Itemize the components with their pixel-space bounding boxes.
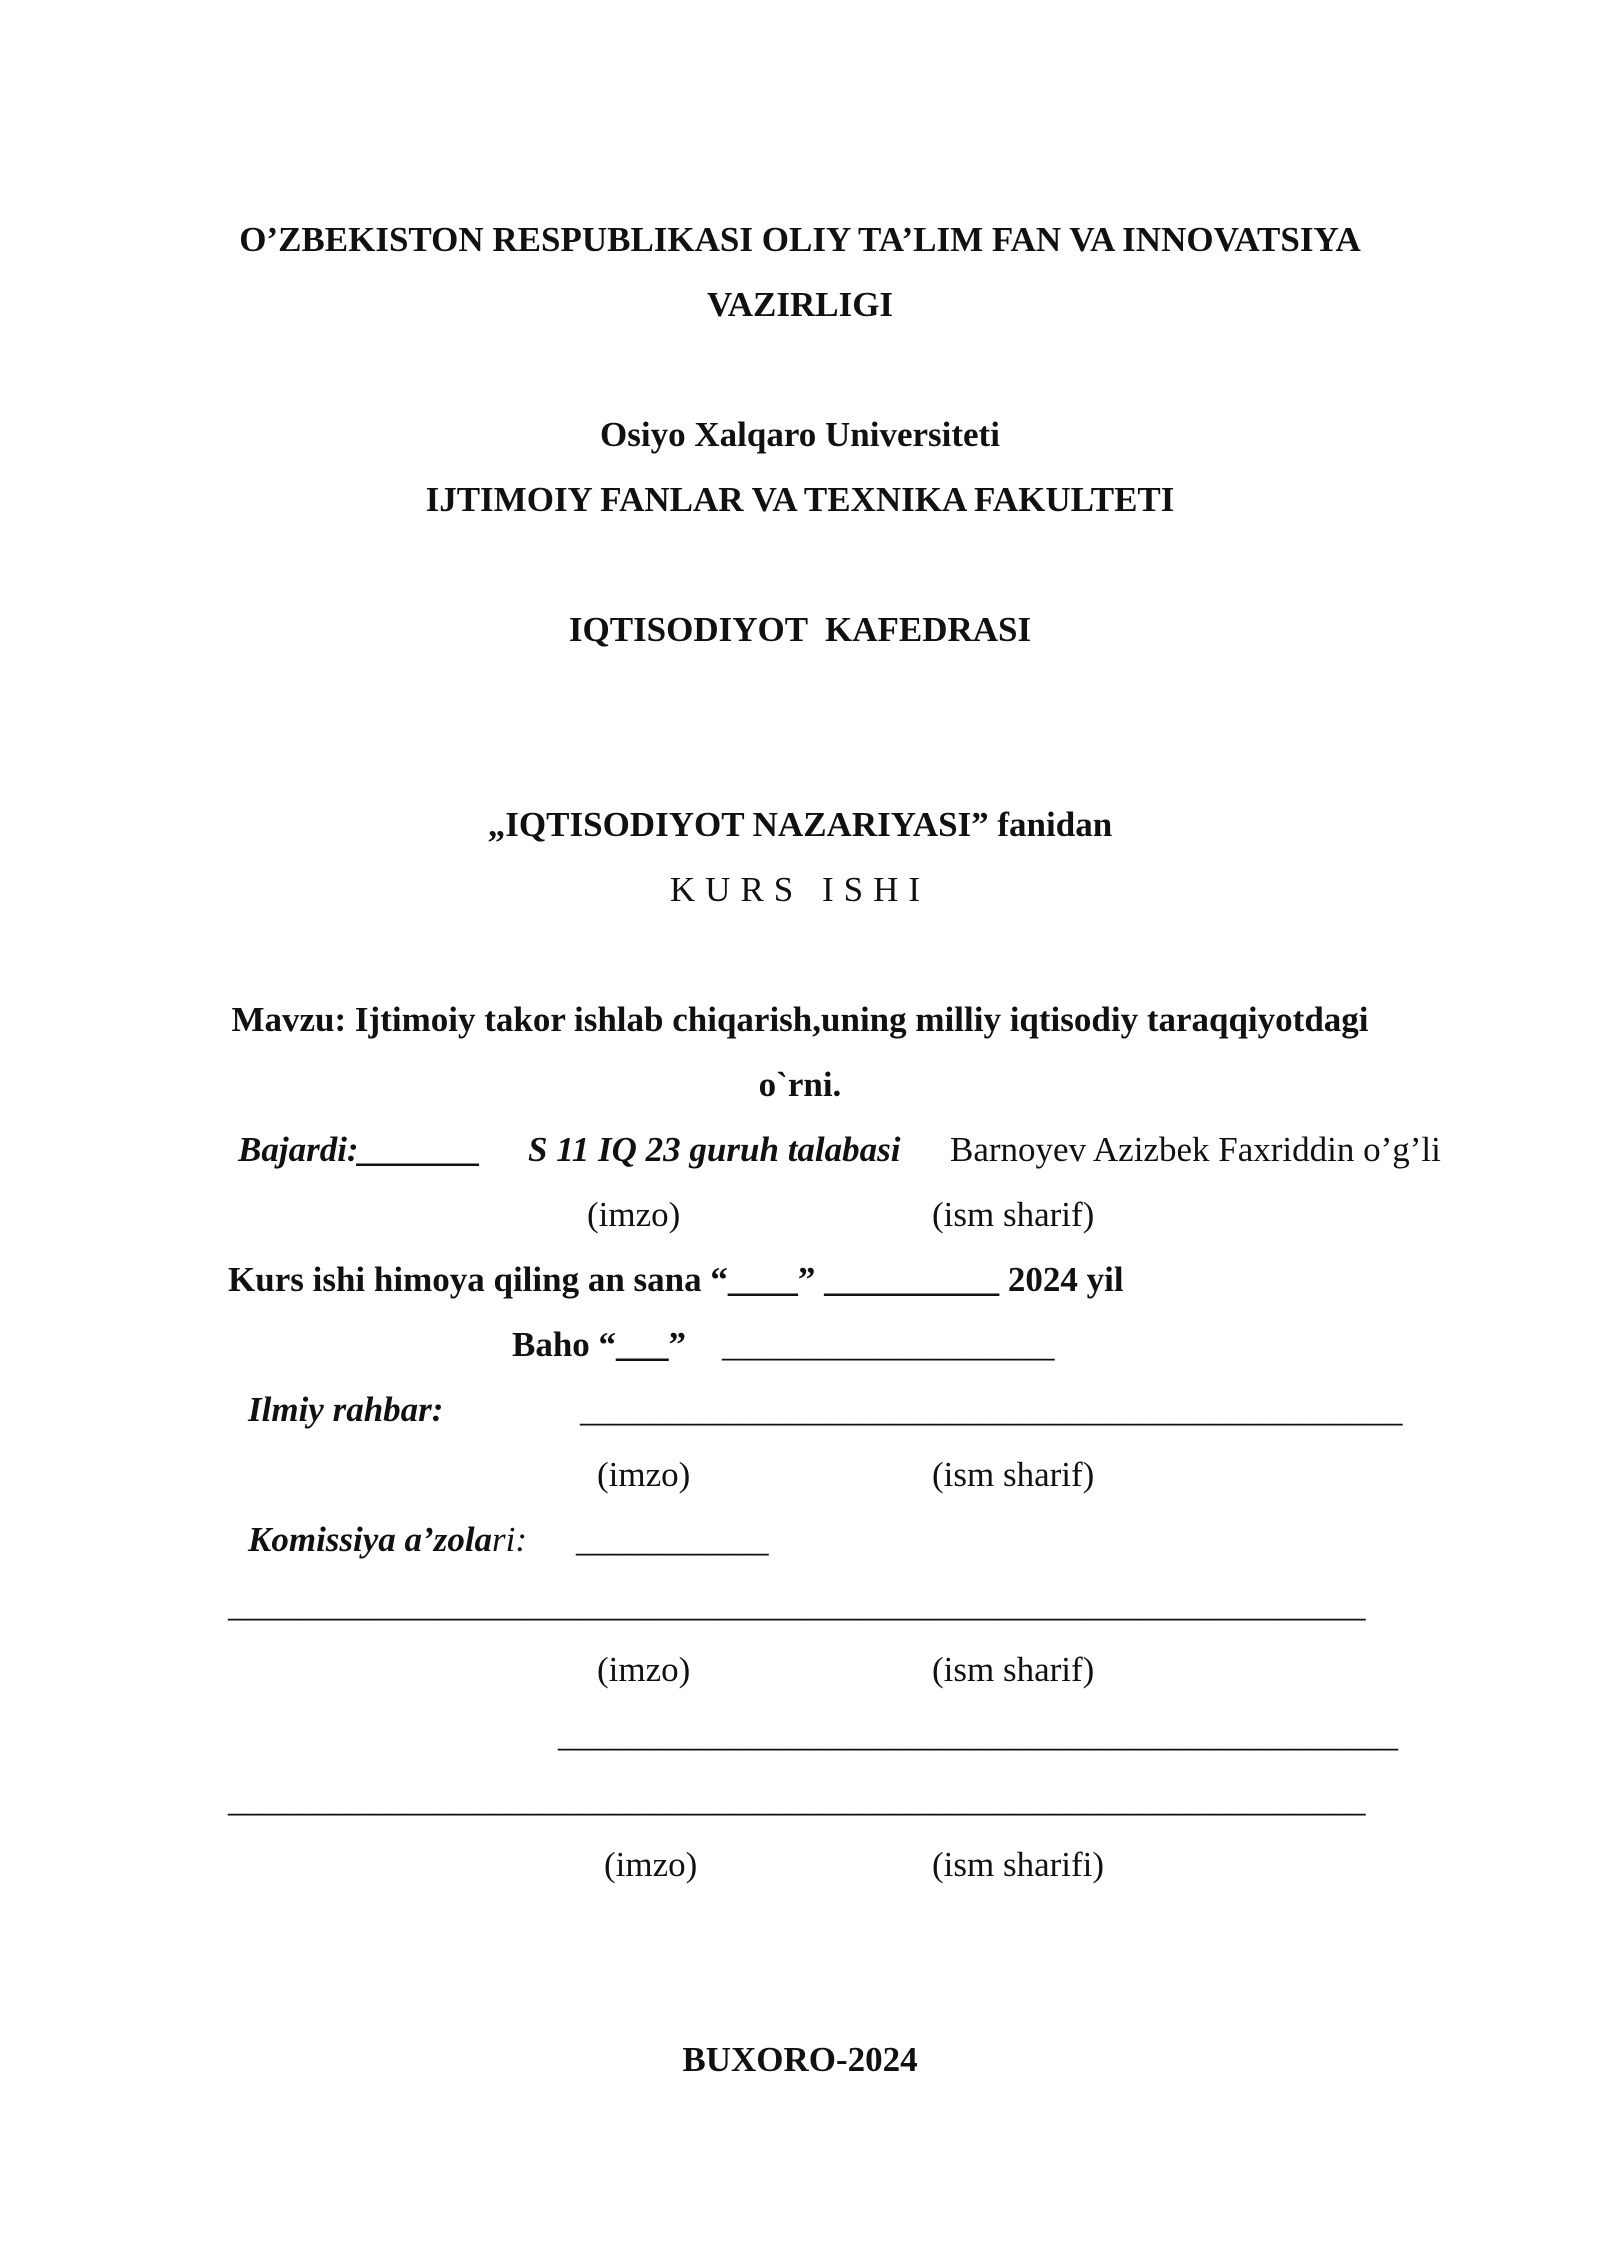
commission-blank-short: ___________ [576, 1520, 769, 1559]
work-type: KURS ISHI [669, 870, 931, 909]
supervisor-name-label: (ism sharif) [932, 1455, 1095, 1494]
faculty-name: IJTIMOIY FANLAR VA TEXNIKA FAKULTETI [425, 480, 1175, 519]
supervisor-blank: _______________________________________________ [580, 1390, 1403, 1429]
topic-line-1: Mavzu: Ijtimoiy takor ishlab chiqarish,uning milliy iqtisodiy taraqqiyotdagi [231, 1000, 1369, 1039]
commission-label [248, 1518, 527, 1562]
supervisor-sign-label: (imzo) [597, 1455, 691, 1494]
executor-sign-label: (imzo) [587, 1195, 681, 1234]
ministry-line-1: O’ZBEKISTON RESPUBLIKASI OLIY TA’LIM FAN VA INNOVATSIYA [239, 220, 1361, 259]
commission-name-label-2: (ism sharifi) [932, 1845, 1105, 1884]
executor-name: Barnoyev Azizbek Faxriddin o’g’li [950, 1130, 1441, 1169]
commission-line-3: _________________________________________________________________ [228, 1780, 1366, 1819]
defense-date-line: Kurs ishi himoya qiling an sana “____” __________ 2024 yil [228, 1260, 1124, 1299]
grade-label: Baho “___” [512, 1325, 687, 1364]
commission-name-label-1: (ism sharif) [932, 1650, 1095, 1689]
department-name: IQTISODIYOT KAFEDRASI [568, 610, 1032, 649]
commission-sign-label-2: (imzo) [604, 1845, 698, 1884]
executor-label: Bajardi:_______ [238, 1130, 482, 1169]
city-year: BUXORO-2024 [682, 2040, 918, 2079]
grade-blank: ___________________ [722, 1325, 1055, 1364]
commission-sign-label-1: (imzo) [597, 1650, 691, 1689]
commission-line-1: _________________________________________________________________ [228, 1585, 1366, 1624]
topic-line-2: o`rni. [758, 1065, 842, 1104]
commission-label-rest: ri: [492, 1520, 528, 1559]
ministry-line-2: VAZIRLIGI [706, 285, 894, 324]
subject-line: „IQTISODIYOT NAZARIYASI” fanidan [487, 805, 1113, 844]
university-name: Osiyo Xalqaro Universiteti [600, 415, 1000, 454]
commission-label-bold: Komissiya a’zola [248, 1520, 493, 1559]
executor-group: S 11 IQ 23 guruh talabasi [528, 1130, 901, 1169]
commission-line-2: ________________________________________________ [558, 1715, 1398, 1754]
supervisor-label: Ilmiy rahbar: [248, 1390, 444, 1429]
executor-name-label: (ism sharif) [932, 1195, 1095, 1234]
